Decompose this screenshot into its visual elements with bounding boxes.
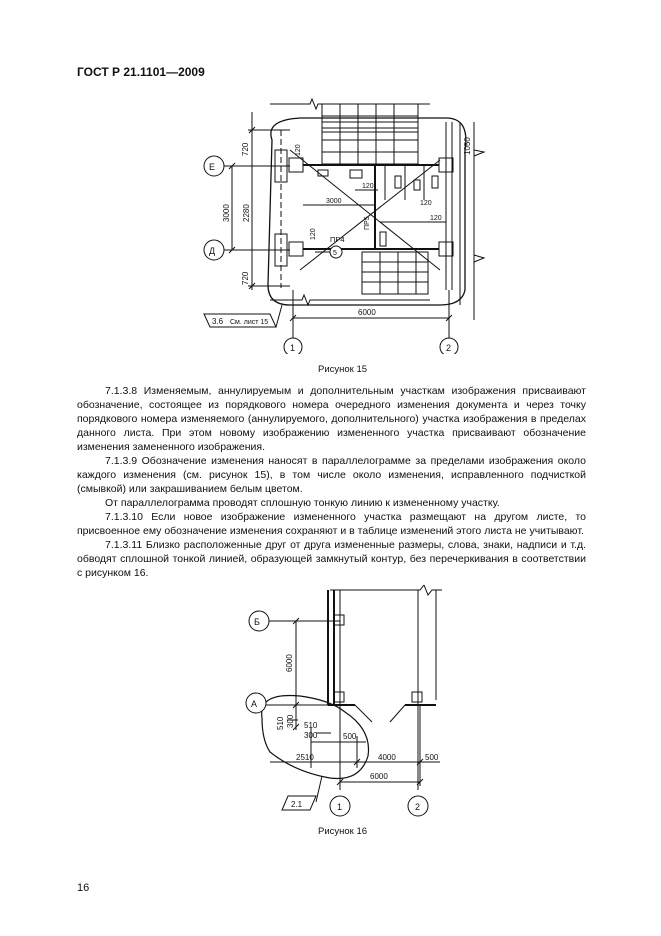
dim-6000-h: 6000: [370, 772, 388, 781]
dim-3000-v: 3000: [222, 204, 231, 222]
axis-label-1: 1: [337, 802, 343, 812]
dim-500-a: 500: [343, 732, 357, 741]
mark-5-label: 5: [333, 250, 337, 257]
revision-tag-sheet-ref: См. лист 15: [230, 319, 269, 326]
mark-pr4: ПР4: [330, 235, 345, 244]
dim-300-h: 300: [304, 731, 318, 740]
dim-120-c: 120: [310, 228, 317, 240]
dim-120-a: 120: [295, 144, 302, 156]
document-header: ГОСТ Р 21.1101—2009: [77, 65, 205, 79]
figure-16-drawing: [240, 585, 455, 820]
dim-120-e: 120: [430, 215, 442, 222]
dim-1050: 1050: [463, 137, 472, 155]
dim-6000-v: 6000: [285, 654, 294, 672]
axis-label-e: Е: [209, 162, 216, 172]
revision-tag-number: 3.6: [212, 317, 224, 326]
dim-300-v: 300: [286, 714, 295, 728]
axis-label-d: Д: [209, 246, 216, 256]
dim-510-h: 510: [304, 721, 318, 730]
paragraph-7-1-3-9: 7.1.3.9 Обозначение изменения наносят в параллелограмме за пределами изображения около каждого изменения (см. рисунок 15), в том числе около изменения, исправленного подчисткой (смывкой) или закрашиванием белым цветом.: [77, 455, 586, 495]
dim-120-d: 120: [420, 200, 432, 207]
dim-2510: 2510: [296, 753, 314, 762]
axis-label-2: 2: [446, 343, 452, 353]
figure-16-caption: Рисунок 16: [318, 826, 368, 837]
dim-6000: 6000: [358, 308, 376, 317]
body-text-block: [77, 384, 586, 580]
paragraph-7-1-3-10: 7.1.3.10 Если новое изображение измененного участка размещают на другом листе, то присвоенное ему обозначение изменения сохраняют и в таблице изменений этого листа не учитывают.: [77, 511, 586, 537]
dim-500-b: 500: [425, 753, 439, 762]
dim-3000-h: 3000: [326, 198, 342, 205]
axis-label-1: 1: [290, 343, 296, 353]
axis-label-b: Б: [254, 617, 260, 627]
revision-tag-number: 2.1: [291, 800, 303, 809]
dim-2280: 2280: [242, 204, 251, 222]
dim-120-b: 120: [362, 183, 374, 190]
dim-720-bot: 720: [241, 271, 250, 285]
paragraph-7-1-3-11: 7.1.3.11 Близко расположенные друг от друга измененные размеры, слова, знаки, надписи и т.д. обводят сплошной тонкой линией, образующей замкнутый контур, без перечеркивания в соответствии с рисунком 16.: [77, 539, 586, 579]
paragraph-7-1-3-8: 7.1.3.8 Изменяемым, аннулируемым и дополнительным участкам изображения присваивают обозначение, состоящее из порядкового номера очередного изменения документа и через точку порядкового номера изменяемого (аннулируемого, дополнительного) участка изображения в пределах данного листа. При этом новому изображению измененного участка присваивают обозначение изменения замененного изображения.: [77, 385, 586, 453]
paragraph-parallelogram-line: От параллелограмма проводят сплошную тонкую линию к измененному участку.: [105, 497, 500, 509]
axis-label-2: 2: [415, 802, 421, 812]
page-number: 16: [77, 882, 90, 894]
axis-label-a: А: [251, 699, 258, 709]
figure-15-drawing: [195, 92, 495, 354]
figure-15-caption: Рисунок 15: [318, 364, 368, 375]
dim-4000: 4000: [378, 753, 396, 762]
dim-510-v: 510: [276, 716, 285, 730]
mark-pr5: ПР5: [364, 216, 371, 230]
dim-720-top: 720: [241, 142, 250, 156]
